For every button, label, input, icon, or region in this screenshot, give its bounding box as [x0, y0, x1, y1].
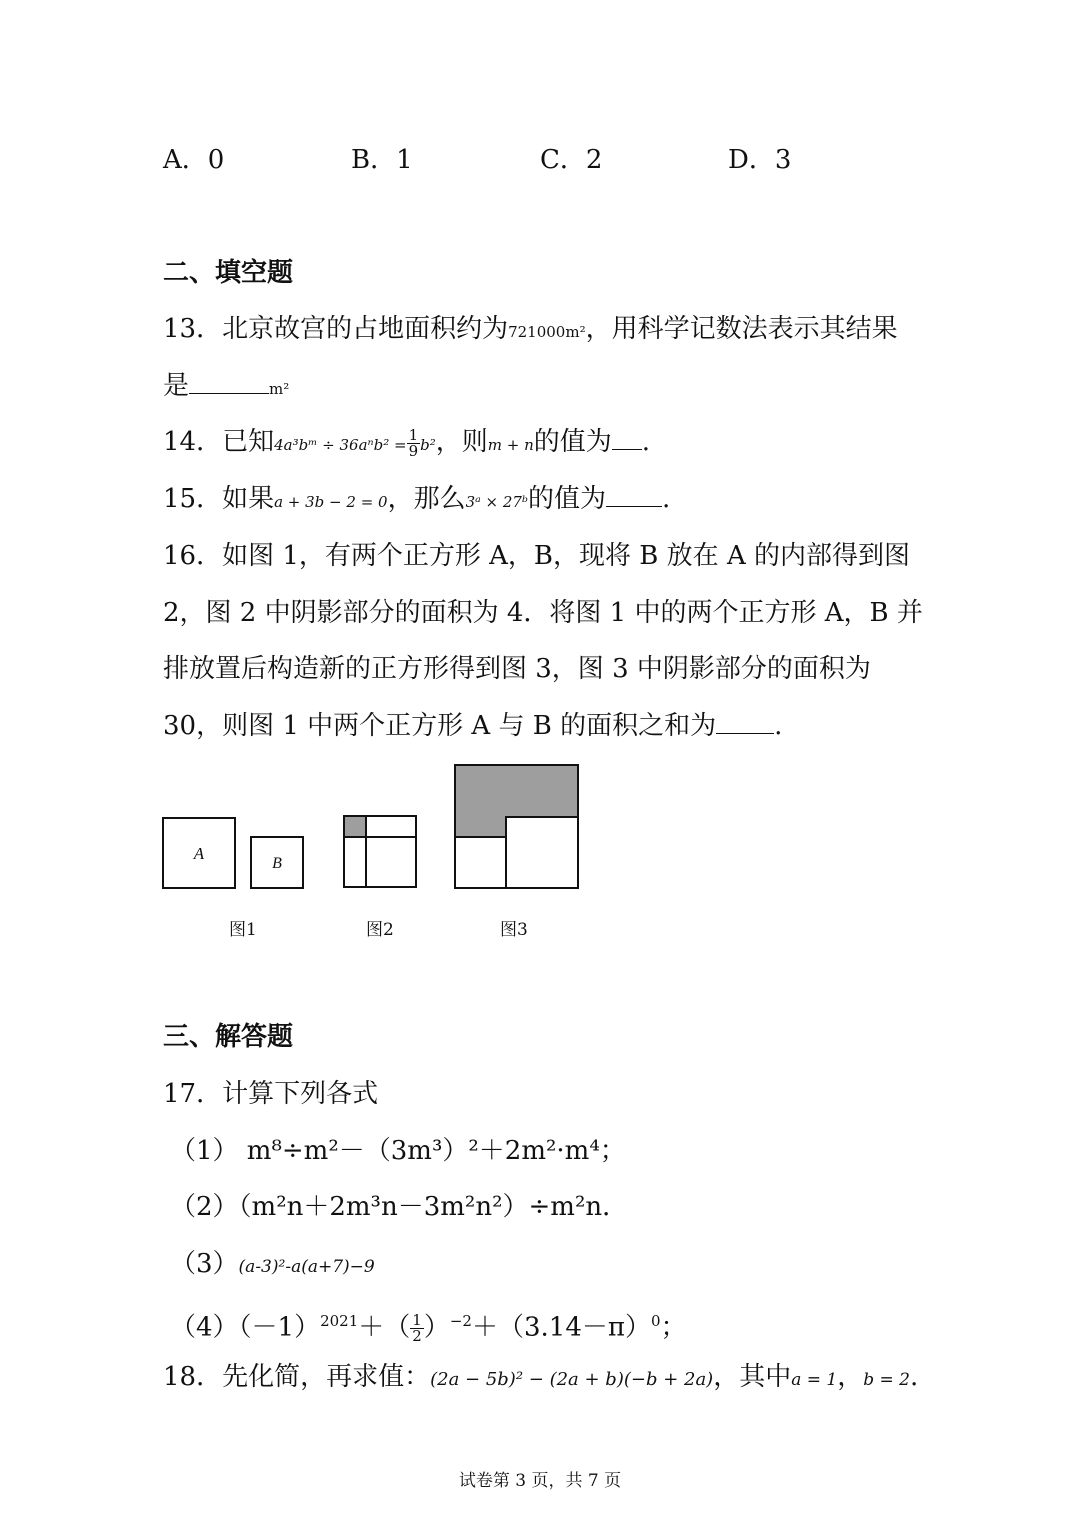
q17-title: 17．计算下列各式: [163, 1079, 379, 1109]
q14-mid: ，则: [435, 427, 488, 457]
page-footer: 试卷第 3 页，共 7 页: [458, 1471, 622, 1491]
q17-part4-mid3: ＋（3.14－π）: [471, 1312, 651, 1343]
option-b: B．1: [351, 145, 413, 175]
q14-expr-tail: b²: [420, 436, 436, 454]
option-d: D．3: [728, 145, 792, 175]
q14-prefix: 14．已知: [163, 427, 275, 457]
q17-part4-mid: ＋（: [358, 1312, 411, 1343]
q18-end: .: [910, 1362, 919, 1392]
q14-expr: 4a³bᵐ ÷ 36aⁿb² =: [274, 436, 407, 454]
q13-area: 721000m²: [508, 323, 586, 341]
q13-line2: [163, 369, 289, 406]
square-b-label: B: [272, 855, 282, 872]
q18-mid: ，其中: [713, 1362, 792, 1392]
q13-unit: m²: [269, 380, 290, 398]
q17-part3-expr: (a-3)²-a(a+7)−9: [238, 1257, 375, 1277]
option-c: C．2: [540, 145, 603, 175]
q17-part1: （1） m⁸÷m²－（3m³）²＋2m²·m⁴；: [170, 1136, 626, 1166]
q18-a-value: a = 1: [791, 1370, 838, 1390]
q16-line1: 16．如图 1，有两个正方形 A，B，现将 B 放在 A 的内部得到图: [163, 541, 910, 571]
q15-cond: a + 3b − 2 = 0: [274, 493, 388, 511]
fig3-shaded-region: [455, 765, 578, 837]
q13-prefix: 13．北京故宫的占地面积约为: [163, 314, 509, 344]
q14-frac-num: 1: [408, 425, 419, 444]
q13-suffix: ，用科学记数法表示其结果: [585, 314, 898, 344]
q18-line: [163, 1360, 918, 1397]
q17-part4-frac-den: 2: [412, 1327, 422, 1346]
q16-answer-blank[interactable]: [716, 733, 774, 734]
section-title-solve: 三、解答题: [163, 1022, 294, 1052]
fig3-square-a: [506, 817, 578, 888]
option-a: A．0: [163, 145, 225, 175]
q17-part4-exp2: −2: [449, 1312, 472, 1330]
q14-fraction: [407, 425, 421, 460]
q14-frac-den: 9: [408, 441, 419, 460]
q15-expr: 3ᵃ × 27ᵇ: [465, 493, 528, 511]
q17-part3: [170, 1247, 375, 1284]
q13-line1: [163, 312, 898, 349]
q14-suffix: 的值为: [533, 427, 612, 457]
q15-end: .: [662, 484, 671, 514]
q17-part4-fraction: [410, 1313, 424, 1344]
fig3-square-b: [455, 837, 506, 888]
q14-line: [163, 425, 650, 462]
q17-part4-frac-num: 1: [412, 1311, 422, 1330]
q17-part3-label: （3）: [170, 1249, 239, 1279]
q16-end: .: [774, 711, 783, 741]
q14-end: .: [641, 427, 651, 457]
q18-prefix: 18．先化简，再求值：: [163, 1362, 431, 1392]
section-title-fill-in: 二、填空题: [163, 258, 294, 288]
q16-line4-text: 30，则图 1 中两个正方形 A 与 B 的面积之和为: [163, 711, 717, 741]
fig2-shaded-region: [344, 816, 366, 837]
q15-suffix: 的值为: [527, 484, 606, 514]
q15-prefix: 15．如果: [163, 484, 275, 514]
q17-part4: [170, 1304, 687, 1345]
q18-expr: (2a − 5b)² − (2a + b)(−b + 2a): [430, 1369, 714, 1390]
q15-line: [163, 482, 670, 519]
caption-fig3: 图3: [500, 920, 528, 940]
q17-part4-exp3: 0: [650, 1312, 661, 1330]
q15-answer-blank[interactable]: [606, 506, 662, 507]
q14-sum: m + n: [487, 436, 534, 454]
caption-fig1: 图1: [229, 920, 257, 940]
q17-part2: （2）（m²n＋2m³n－3m²n²）÷m²n．: [170, 1192, 629, 1222]
q16-line3: 排放置后构造新的正方形得到图 3，图 3 中阴影部分的面积为: [163, 654, 871, 684]
q17-part4-label: （4）（－1）: [170, 1312, 321, 1343]
square-a-label: A: [193, 844, 205, 863]
q18-b-value: b = 2: [863, 1370, 910, 1390]
q13-answer-blank[interactable]: [189, 393, 269, 394]
q17-part4-end: ；: [660, 1312, 687, 1343]
q16-line4: [163, 709, 782, 743]
q15-mid: ，那么: [387, 484, 466, 514]
q14-answer-blank[interactable]: [612, 449, 642, 450]
q17-part4-mid2: ）: [423, 1312, 450, 1343]
q16-line2: 2，图 2 中阴影部分的面积为 4．将图 1 中的两个正方形 A，B 并: [163, 598, 923, 628]
caption-fig2: 图2: [366, 920, 394, 940]
q17-part4-exp1: 2021: [320, 1312, 359, 1330]
q13-line2-prefix: 是: [163, 371, 190, 401]
q18-sep: ，: [837, 1362, 864, 1392]
